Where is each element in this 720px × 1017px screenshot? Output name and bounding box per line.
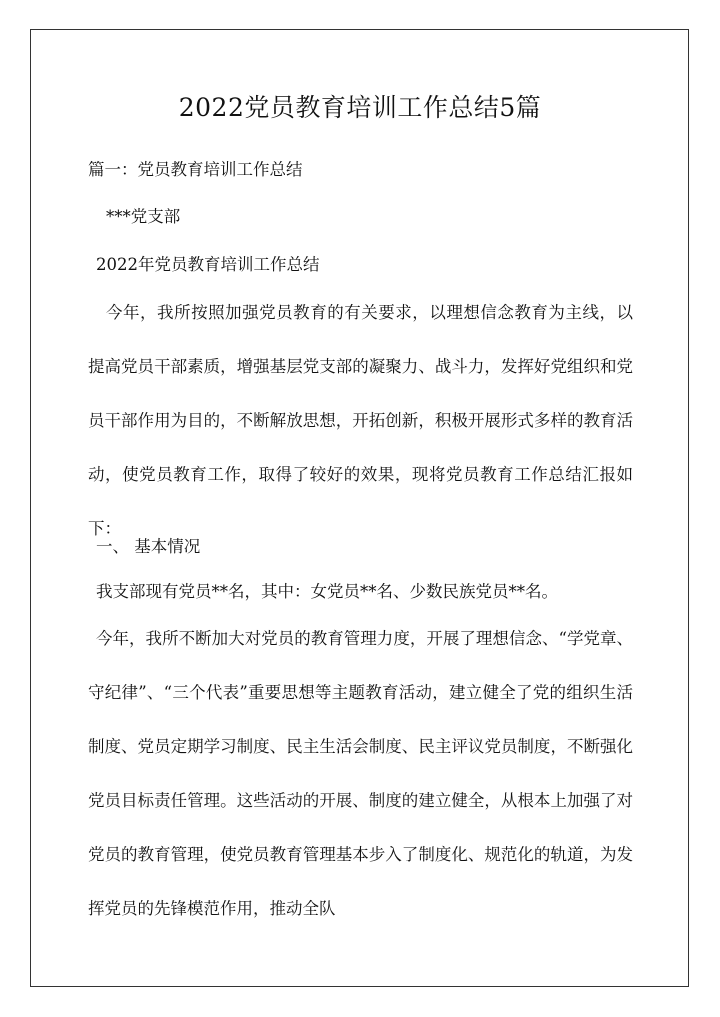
heading-basic-situation: 一、 基本情况 <box>96 537 201 556</box>
organization-name: ***党支部 <box>106 207 181 226</box>
document-title: 2022党员教育培训工作总结5篇 <box>178 93 542 122</box>
body-paragraph: 今年，我所不断加大对党员的教育管理力度，开展了理想信念、“学党章、守纪律”、“三个代表”重要思想等主题教育活动，建立健全了党的组织生活制度、党员定期学习制度、民主生活会制度、民主评议党员制度，不断强化党员目标责任管理。这些活动的开展、制度的建立健全，从根本上加强了对党员的教育管理，使党员教育管理基本步入了制度化、规范化的轨道，为发挥党员的先锋模范作用，推动全队 <box>88 629 633 918</box>
members-line: 我支部现有党员**名，其中：女党员**名、少数民族党员**名。 <box>96 582 558 601</box>
intro-paragraph: 今年，我所按照加强党员教育的有关要求，以理想信念教育为主线，以提高党员干部素质，增强基层党支部的凝聚力、战斗力，发挥好党组织和党员干部作用为目的，不断解放思想，开拓创新，积极开展形式多样的教育活动，使党员教育工作，取得了较好的效果，现将党员教育工作总结汇报如下： <box>88 303 633 538</box>
report-subtitle: 2022年党员教育培训工作总结 <box>96 255 320 274</box>
section-heading: 篇一：党员教育培训工作总结 <box>88 160 303 179</box>
